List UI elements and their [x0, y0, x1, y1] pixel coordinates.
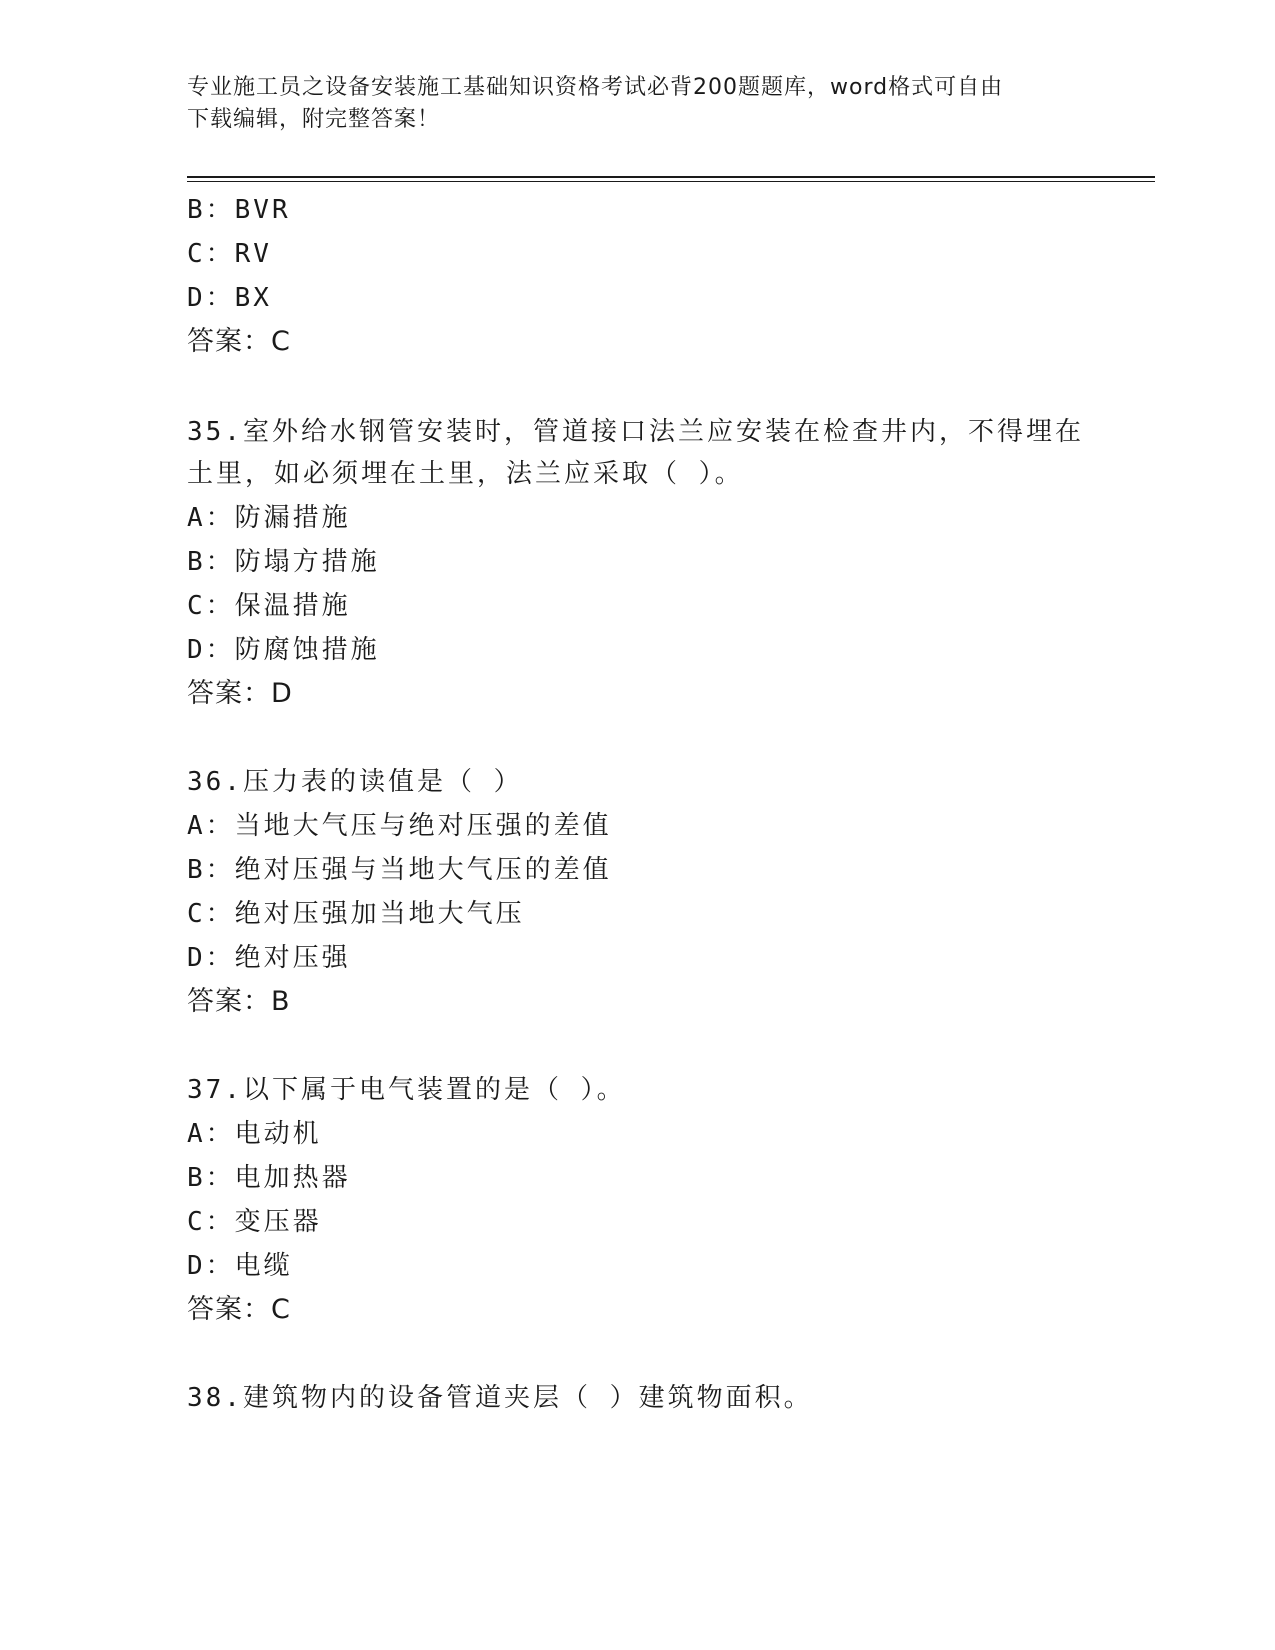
option-b: B：电加热器: [187, 1163, 351, 1193]
question-stem-continued: 土里，如必须埋在土里，法兰应采取（ ）。: [187, 459, 744, 489]
option-d: D：BX: [187, 283, 272, 313]
option-d: D：电缆: [187, 1251, 293, 1281]
header-divider-thick: [187, 176, 1155, 178]
option-b: B：防塌方措施: [187, 547, 380, 577]
question-stem: 37.以下属于电气装置的是（ ）。: [187, 1075, 626, 1105]
question-stem: 36.压力表的读值是（ ）: [187, 767, 523, 797]
option-c: C：保温措施: [187, 591, 351, 621]
option-b: B：BVR: [187, 195, 291, 225]
option-a: A：电动机: [187, 1119, 322, 1149]
option-d: D：防腐蚀措施: [187, 635, 380, 665]
option-c: C：RV: [187, 239, 272, 269]
option-d: D：绝对压强: [187, 943, 351, 973]
header-divider-thin: [187, 181, 1155, 182]
question-stem: 35.室外给水钢管安装时，管道接口法兰应安装在检查井内，不得埋在: [187, 417, 1084, 447]
answer-line: 答案：D: [187, 678, 293, 709]
option-b: B：绝对压强与当地大气压的差值: [187, 855, 612, 885]
answer-line: 答案：C: [187, 326, 291, 357]
option-a: A：当地大气压与绝对压强的差值: [187, 811, 612, 841]
answer-line: 答案：B: [187, 986, 291, 1017]
question-stem: 38.建筑物内的设备管道夹层（ ）建筑物面积。: [187, 1383, 813, 1413]
option-c: C：绝对压强加当地大气压: [187, 899, 525, 929]
option-c: C：变压器: [187, 1207, 322, 1237]
document-header: [187, 72, 1087, 136]
header-line-2: 下载编辑，附完整答案！: [187, 107, 441, 132]
option-a: A：防漏措施: [187, 503, 351, 533]
header-line-1: 专业施工员之设备安装施工基础知识资格考试必背200题题库，word格式可自由: [187, 75, 1004, 100]
answer-line: 答案：C: [187, 1294, 291, 1325]
